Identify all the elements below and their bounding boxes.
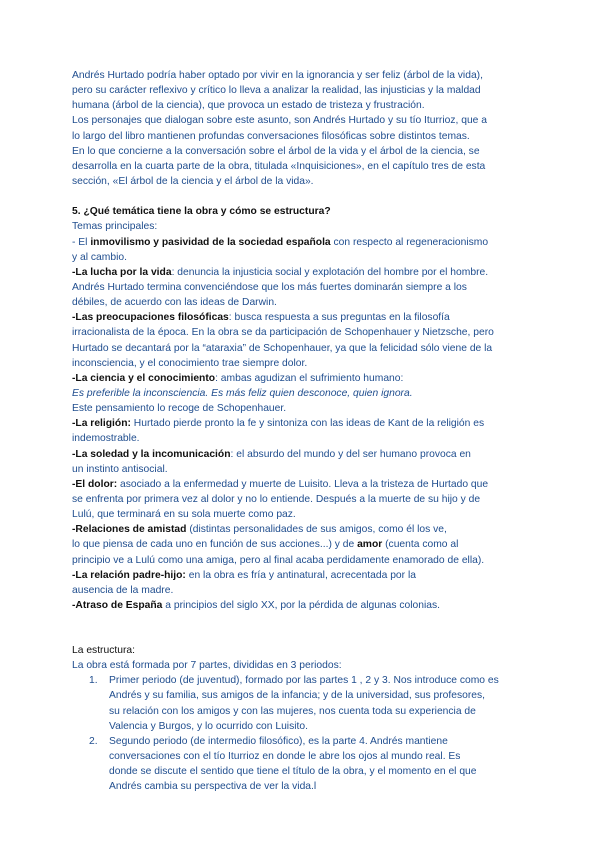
text-line: Valencia y Burgos, y lo ocurrido con Luisito. xyxy=(109,720,308,732)
text-line: lo que piensa de cada uno en función de sus acciones...) y de amor (cuenta como al xyxy=(72,539,459,551)
text-line: se enfrenta por primera vez al dolor y no lo entiende. Después a la muerte de su hijo y de xyxy=(72,493,481,505)
intro-paragraph-2 xyxy=(72,113,536,143)
list-number: 1. xyxy=(89,675,98,687)
text-line: desarrolla en la cuarta parte de la obra, titulada «Inquisiciones», en el capítulo tres de esta xyxy=(72,160,486,172)
text-line: Hurtado se decantará por la “ataraxia” de Schopenhauer, ya que la felicidad sólo viene de la xyxy=(72,342,493,354)
text-line: Lulú, que terminará en su sola muerte como paz. xyxy=(72,509,296,521)
theme-padre-hijo: -La relación padre-hijo: en la obra es fría y antinatural, acrecentada por la xyxy=(72,569,416,581)
structure-intro: La obra está formada por 7 partes, divididas en 3 periodos: xyxy=(72,660,342,672)
text-line: inconsciencia, y el conocimiento trae siempre dolor. xyxy=(72,357,308,369)
text-line: irracionalista de la época. En la obra se da participación de Schopenhauer y Nietzsche, pero xyxy=(72,327,494,339)
list-item xyxy=(72,673,536,734)
text-line: un instinto antisocial. xyxy=(72,463,168,475)
theme-preocupaciones: -Las preocupaciones filosóficas: busca respuesta a sus preguntas en la filosofía xyxy=(72,312,450,324)
theme-religion: -La religión: Hurtado pierde pronto la fe y sintoniza con las ideas de Kant de la religión es xyxy=(72,418,485,430)
text-line: indemostrable. xyxy=(72,433,140,445)
text-line: Andrés Hurtado termina convenciéndose que los más fuertes dominarán siempre a los xyxy=(72,281,467,293)
list-item xyxy=(72,734,536,795)
text-line: principio ve a Lulú como una amiga, pero al final acaba perdidamente enamorado de ella). xyxy=(72,554,485,566)
theme-atraso: -Atraso de España a principios del siglo XX, por la pérdida de algunas colonias. xyxy=(72,599,441,611)
text-line: lo largo del libro mantienen profundas conversaciones filosóficas sobre distintos temas. xyxy=(72,130,470,142)
text-line: sección, «El árbol de la ciencia y el árbol de la vida». xyxy=(72,175,314,187)
question-heading: 5. ¿Qué temática tiene la obra y cómo se estructura? xyxy=(72,206,331,218)
themes-heading: Temas principales: xyxy=(72,221,158,233)
structure-heading: La estructura: xyxy=(72,645,135,657)
theme-dolor: -El dolor: asociado a la enfermedad y muerte de Luisito. Lleva a la tristeza de Hurtado que xyxy=(72,478,489,490)
text-line: su relación con los amigos y con las mujeres, nos cuenta toda su experiencia de xyxy=(109,705,476,717)
text-line: ausencia de la madre. xyxy=(72,584,174,596)
text-line: Segundo periodo (de intermedio filosófico), es la parte 4. Andrés mantiene xyxy=(109,735,448,747)
text-line: Los personajes que dialogan sobre este asunto, son Andrés Hurtado y su tío Iturrioz, que a xyxy=(72,115,487,127)
text-line: Primer periodo (de juventud), formado por las partes 1 , 2 y 3. Nos introduce como es xyxy=(109,675,499,687)
text-line: débiles, de acuerdo con las ideas de Darwin. xyxy=(72,297,277,309)
text-line: conversaciones con el tío Iturrioz en donde le abre los ojos al mundo real. Es xyxy=(109,751,461,763)
list-number: 2. xyxy=(89,735,98,747)
intro-paragraph-3 xyxy=(72,144,536,189)
document-page xyxy=(72,68,536,794)
theme-soledad: -La soledad y la incomunicación: el absurdo del mundo y del ser humano provoca en xyxy=(72,448,471,460)
text-line: pero su carácter reflexivo y crítico lo lleva a analizar la realidad, las injusticias y la maldad xyxy=(72,85,481,97)
text-line: Andrés cambia su perspectiva de ver la vida.l xyxy=(109,781,317,793)
theme-amistad: -Relaciones de amistad (distintas personalidades de sus amigos, como él los ve, xyxy=(72,524,447,536)
text-line: Andrés Hurtado podría haber optado por vivir en la ignorancia y ser feliz (árbol de la vida), xyxy=(72,70,483,81)
theme-lucha: -La lucha por la vida: denuncia la injusticia social y explotación del hombre por el hombre. xyxy=(72,266,489,278)
text-line: y al cambio. xyxy=(72,251,127,263)
themes-section xyxy=(72,219,536,613)
theme-inmovilismo: - El inmovilismo y pasividad de la sociedad española con respecto al regeneracionismo xyxy=(72,236,489,248)
quote-line: Es preferible la inconsciencia. Es más feliz quien desconoce, quien ignora. xyxy=(72,387,413,399)
text-line: Andrés y su familia, sus amigos de la infancia; y de la universidad, sus profesores, xyxy=(109,690,486,702)
theme-ciencia: -La ciencia y el conocimiento: ambas agudizan el sufrimiento humano: xyxy=(72,372,404,384)
structure-section xyxy=(72,643,536,794)
text-line: En lo que concierne a la conversación sobre el árbol de la vida y el árbol de la ciencia, se xyxy=(72,145,480,157)
text-line: Este pensamiento lo recoge de Schopenhauer. xyxy=(72,403,287,415)
text-line: donde se discute el sentido que tiene el título de la obra, y el momento en el que xyxy=(109,766,477,778)
text-line: humana (árbol de la ciencia), que provoca un estado de tristeza y frustración. xyxy=(72,100,425,112)
intro-paragraph-1 xyxy=(72,68,536,113)
